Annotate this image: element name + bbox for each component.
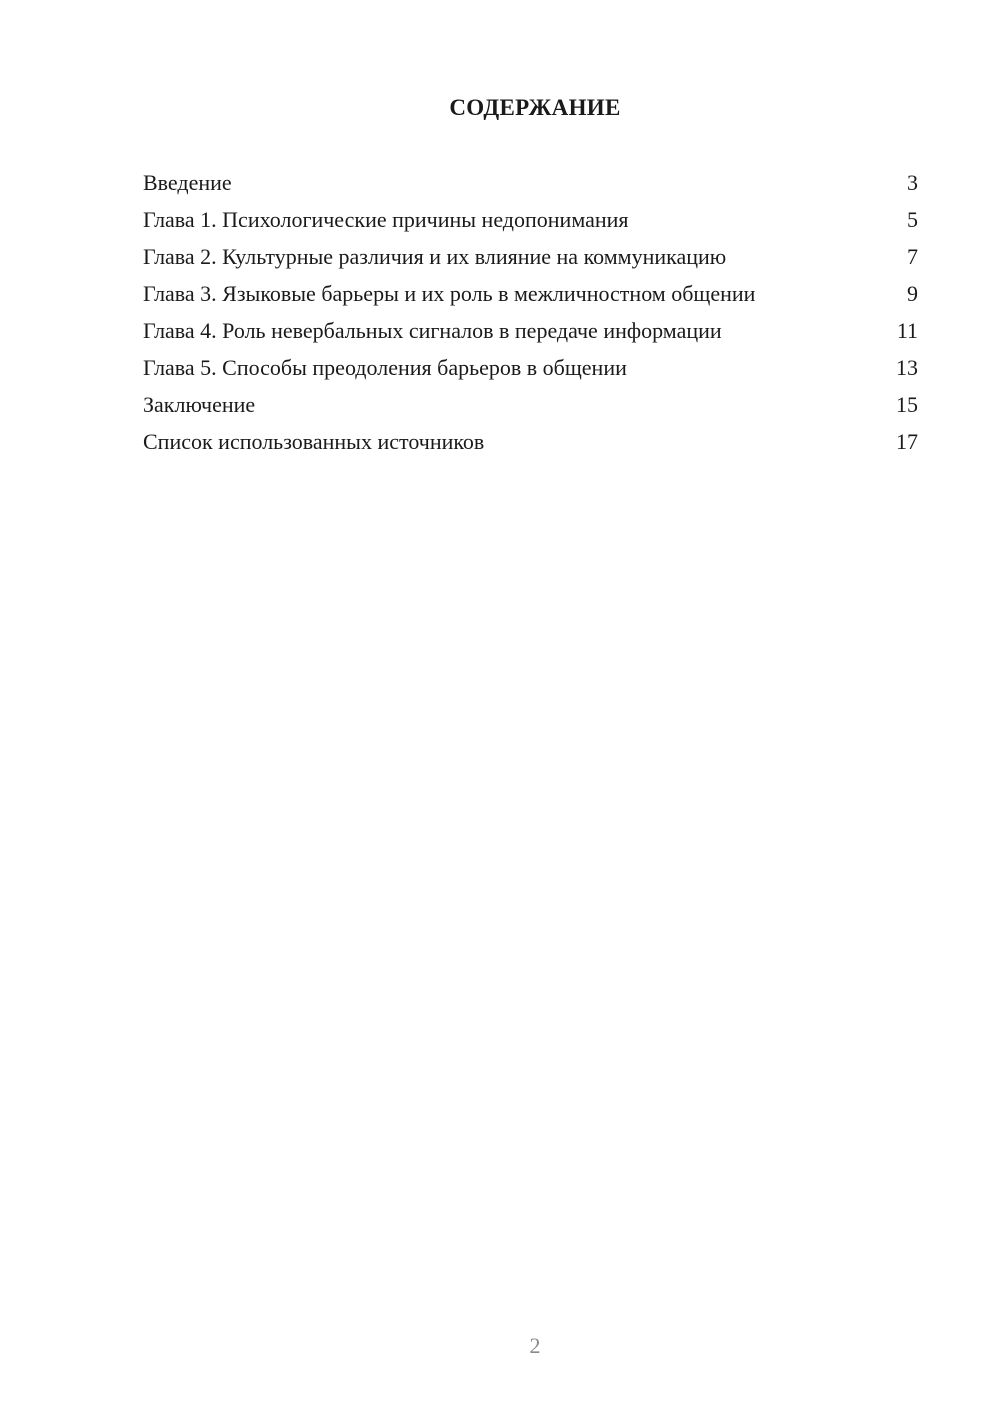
toc-entry-chapter-1[interactable] xyxy=(143,207,918,233)
toc-entry-page: 3 xyxy=(907,170,918,195)
toc-entry-page: 13 xyxy=(896,355,918,380)
toc-entry-page: 11 xyxy=(896,318,918,343)
toc-entry-page: 17 xyxy=(896,429,918,454)
toc-entry-page: 9 xyxy=(907,281,918,306)
toc-entry-text: Глава 3. Языковые барьеры и их роль в межличностном общении xyxy=(143,281,756,306)
page-number: 2 xyxy=(529,1333,541,1358)
table-of-contents xyxy=(143,170,918,466)
toc-entry-references[interactable] xyxy=(143,429,918,455)
toc-entry-introduction[interactable] xyxy=(143,170,918,196)
toc-entry-text: Глава 1. Психологические причины недопонимания xyxy=(143,207,629,232)
toc-entry-text: Глава 2. Культурные различия и их влияние на коммуникацию xyxy=(143,244,727,269)
page-title: СОДЕРЖАНИЕ xyxy=(449,95,621,120)
toc-entry-page: 5 xyxy=(907,207,918,232)
toc-entry-chapter-2[interactable] xyxy=(143,244,918,270)
toc-entry-page: 7 xyxy=(907,244,918,269)
toc-entry-page: 15 xyxy=(896,392,918,417)
toc-entry-text: Заключение xyxy=(143,392,256,417)
toc-entry-text: Глава 5. Способы преодоления барьеров в общении xyxy=(143,355,627,380)
toc-entry-chapter-3[interactable] xyxy=(143,281,918,307)
toc-entry-conclusion[interactable] xyxy=(143,392,918,418)
toc-entry-text: Список использованных источников xyxy=(143,429,485,454)
toc-entry-text: Введение xyxy=(143,170,232,195)
toc-entry-text: Глава 4. Роль невербальных сигналов в передаче информации xyxy=(143,318,722,343)
toc-entry-chapter-5[interactable] xyxy=(143,355,918,381)
toc-entry-chapter-4[interactable] xyxy=(143,318,918,344)
